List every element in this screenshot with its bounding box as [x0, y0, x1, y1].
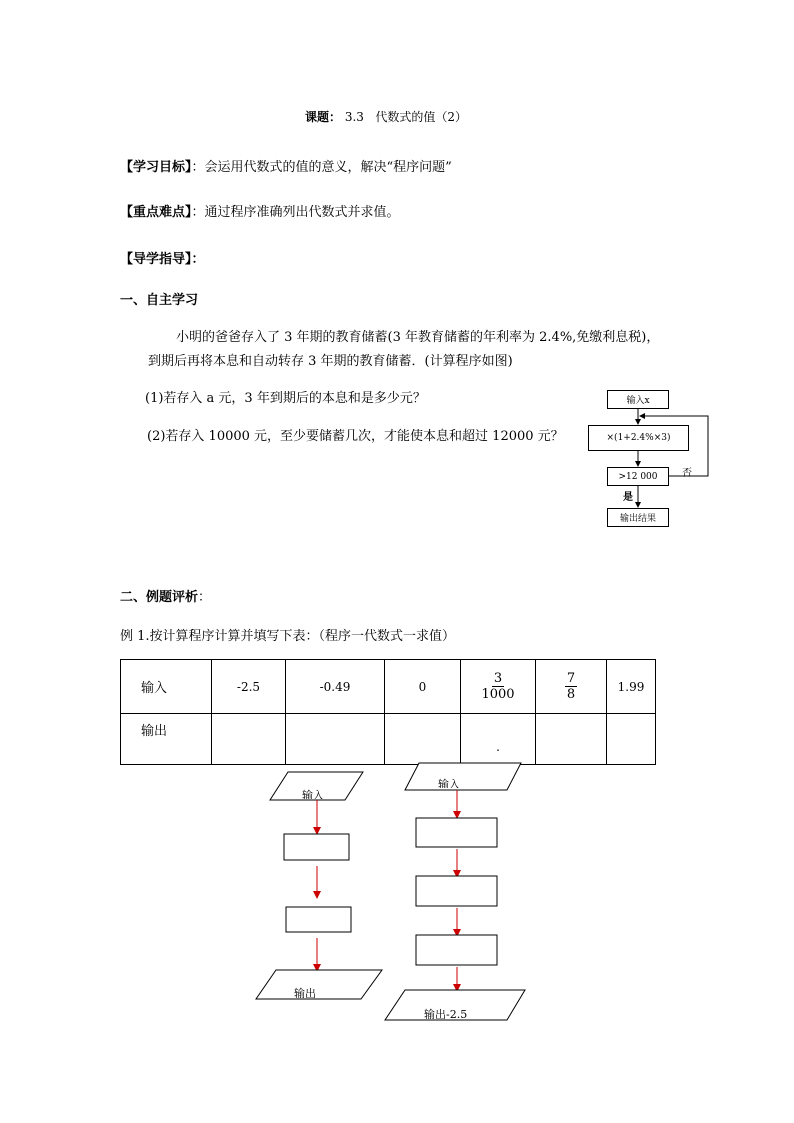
right-input-parallelogram [405, 763, 521, 790]
section1-para-line1: 小明的爸爸存入了 3 年期的教育储蓄(3 年教育储蓄的年利率为 2.4%,免缴利息税)， [176, 330, 660, 345]
frac1-numerator: 3 [493, 671, 503, 686]
section2-heading-text: 二、例题评析 [120, 590, 199, 605]
fc-condition-label: >12 000 [618, 471, 658, 482]
goal-text: ：会运用代数式的值的意义，解决“程序问题” [191, 160, 452, 175]
frac2-numerator: 7 [566, 671, 576, 686]
frac1-denominator: 1000 [481, 687, 515, 702]
goal-label: 【学习目标】 [120, 160, 192, 175]
key-label: 【重点难点】 [120, 205, 192, 220]
question-2: (2)若存入 10000 元，至少要储蓄几次，才能使本息和超过 12000 元？ [147, 429, 564, 444]
section1-heading: 一、自主学习 [120, 293, 199, 308]
input-cell: 0 [385, 660, 461, 714]
fc-yes-label: 是 [623, 492, 633, 503]
left-output-parallelogram [256, 970, 382, 999]
left-output-label: 输出 [294, 987, 316, 998]
input-cell: -0.49 [286, 660, 385, 714]
title-number: 3.3 [344, 110, 364, 124]
input-cell: -2.5 [212, 660, 286, 714]
left-input-label: 输入 [302, 789, 324, 799]
fc-input-label: 输入x [626, 396, 650, 406]
right-output-label: 输出-2.5 [424, 1008, 468, 1019]
guide-text: ： [191, 252, 205, 267]
output-cell[interactable]: . [461, 714, 536, 765]
fc-process-label: ×(1+2.4%×3) [606, 433, 671, 443]
right-rect-1 [416, 818, 497, 847]
title-text: 代数式的值（2） [375, 110, 468, 124]
title-label: 课题： [305, 110, 342, 124]
guide-label: 【导学指导】 [120, 252, 192, 267]
example-1: 例 1.按计算程序计算并填写下表：（程序一代数式一求值） [120, 629, 456, 644]
right-rect-3 [416, 935, 497, 965]
input-cell: 1.99 [607, 660, 656, 714]
fc-output-label: 输出结果 [619, 514, 656, 524]
question-1: (1)若存入 a 元，3 年到期后的本息和是多少元？ [145, 391, 426, 406]
frac2-denominator: 8 [566, 687, 576, 702]
right-rect-2 [416, 876, 497, 906]
key-text: ：通过程序准确列出代数式并求值。 [191, 205, 400, 220]
section2-heading-suffix: ： [198, 590, 212, 605]
input-header: 输入 [121, 660, 212, 714]
output-header: 输出 [121, 714, 212, 765]
left-rect-1 [284, 834, 349, 860]
right-input-label: 输入 [438, 778, 460, 788]
left-rect-2 [286, 907, 351, 932]
fc-no-label: 否 [682, 468, 692, 479]
section1-para-line2: 到期后再将本息和自动转存 3 年期的教育储蓄．(计算程序如图) [148, 354, 513, 369]
